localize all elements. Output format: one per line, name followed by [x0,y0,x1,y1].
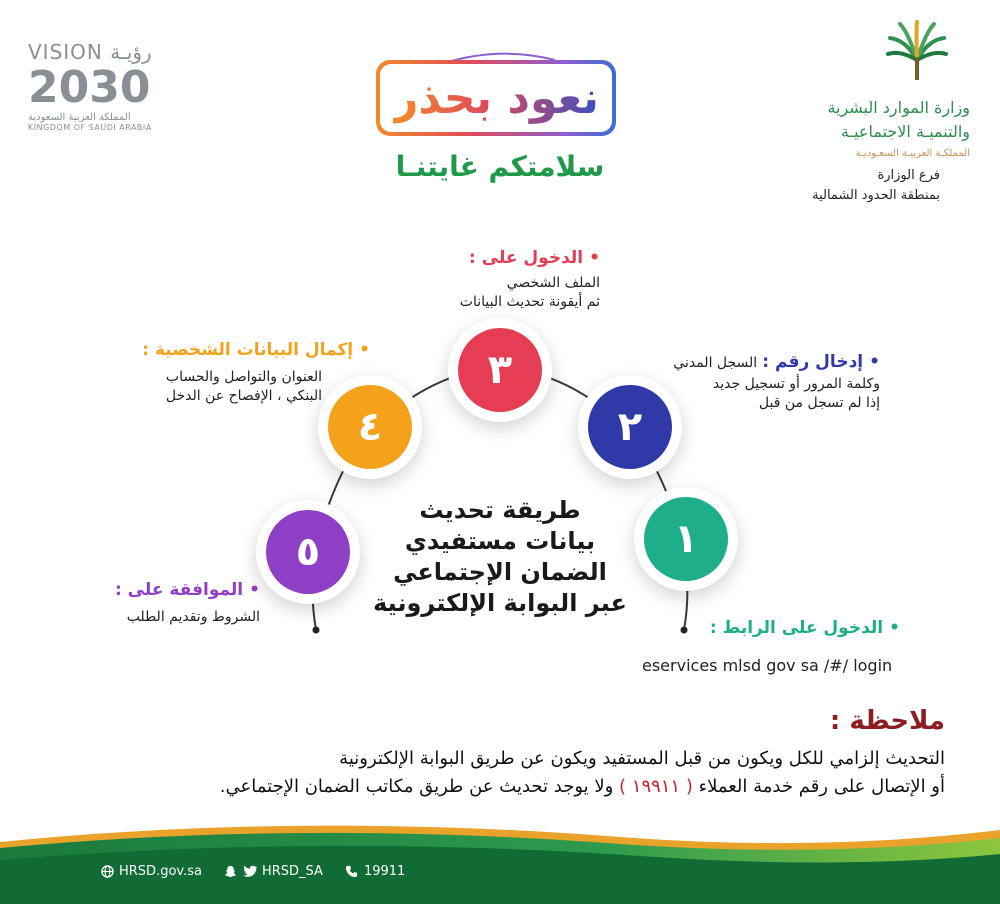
step-1-number: ١ [644,497,728,581]
snapchat-icon [224,864,238,878]
portal-url: eservices mlsd gov sa /#/ login [642,656,893,675]
customer-service-number: ( ١٩٩١١ ) [619,776,693,797]
note-line2-part1: أو الإتصال على رقم خدمة العملاء [698,776,945,797]
step-3-circle [448,318,552,422]
phone-icon [345,864,359,878]
note-line2-part2: ولا يوجد تحديث عن طريق مكاتب الضمان الإجتماعي. [219,776,614,797]
step-4-caption: •إكمال البيانات الشخصية : العنوان والتواصل والحساب البنكي ، الإفصاح عن الدخل [142,340,370,404]
step-3-heading: الدخول على : [469,248,584,268]
step-5-body-line1: الشروط وتقديم الطلب [126,609,260,625]
vision-line4: KINGDOM OF SAUDI ARABIA [28,123,152,132]
center-title-line3: الضمان الإجتماعي [393,558,607,586]
vision-line3: المملكة العربية السعودية [28,112,131,123]
footer-website[interactable] [100,864,202,879]
step-4-heading: إكمال البيانات الشخصية : [142,340,354,360]
campaign-subtitle: سلامتكم غايتنـا [395,150,605,183]
center-title [370,495,630,619]
footer-social[interactable] [224,864,323,879]
ministry-logo [750,20,970,203]
center-title-line4: عبر البوابة الإلكترونية [373,589,627,617]
ministry-branch-line1: فرع الوزارة [877,168,940,183]
step-3-caption: •الدخول على : الملف الشخصي ثم أيقونة تحديث البيانات [459,248,600,310]
footer-phone-text: 19911 [363,863,406,879]
twitter-icon [243,864,257,878]
step-2-inline: السجل المدني [673,355,758,371]
ministry-name-line1: وزارة الموارد البشرية [827,98,970,117]
step-2-caption: •إدخال رقم : السجل المدني وكلمة المرور أو تسجيل جديد إذا لم تسجل من قبل [673,352,880,411]
step-1-caption: •الدخول على الرابط : [709,618,900,638]
step-5-caption: •الموافقة على : الشروط وتقديم الطلب [114,580,260,625]
step-3-number: ٣ [458,328,542,412]
step-2-heading: إدخال رقم : [762,352,864,372]
campaign-frame [376,60,616,136]
footer-contact-bar [100,858,405,884]
footer-website-text: HRSD.gov.sa [119,863,202,879]
footer-phone[interactable] [345,864,405,879]
step-4-number: ٤ [328,385,412,469]
ministry-branch-line2: بمنطقة الحدود الشمالية [812,188,940,203]
step-3-body-line1: الملف الشخصي [506,275,600,291]
center-title-line1: طريقة تحديث [419,496,581,524]
step-5-circle [256,500,360,604]
campaign-title: نعود بحذر [393,72,599,124]
step-5-heading: الموافقة على : [114,580,244,600]
note-title: ملاحظة : [829,706,945,736]
globe-icon [100,864,114,878]
step-2-number: ٢ [588,385,672,469]
step-4-body-line1: العنوان والتواصل والحساب [165,369,322,385]
step-2-body-line1: وكلمة المرور أو تسجيل جديد [712,376,880,392]
step-3-body-line2: ثم أيقونة تحديث البيانات [459,294,600,310]
step-5-number: ٥ [266,510,350,594]
vision-line2: 2030 [28,62,151,113]
step-2-circle [578,375,682,479]
step-1-circle [634,487,738,591]
vision-2030-logo [28,40,178,135]
step-2-body-line2: إذا لم تسجل من قبل [758,395,880,411]
palm-emblem-icon [886,20,948,82]
vision-line1: VISION رؤيـة [28,40,152,64]
ministry-name-line2: والتنميـة الاجتماعيـة [840,122,970,141]
center-title-line2: بيانات مستفيدي [404,527,596,555]
ministry-country: المملكـة العربيـة السعـوديـة [855,148,970,159]
footer-social-text: HRSD_SA [261,863,323,879]
note-line1: التحديث إلزامي للكل ويكون من قبل المستفيد ويكون عن طريق البوابة الإلكترونية [339,748,945,769]
step-4-body-line2: البنكي ، الإفصاح عن الدخل [165,388,322,404]
step-1-heading: الدخول على الرابط : [709,618,884,638]
note-line2 [220,776,945,797]
